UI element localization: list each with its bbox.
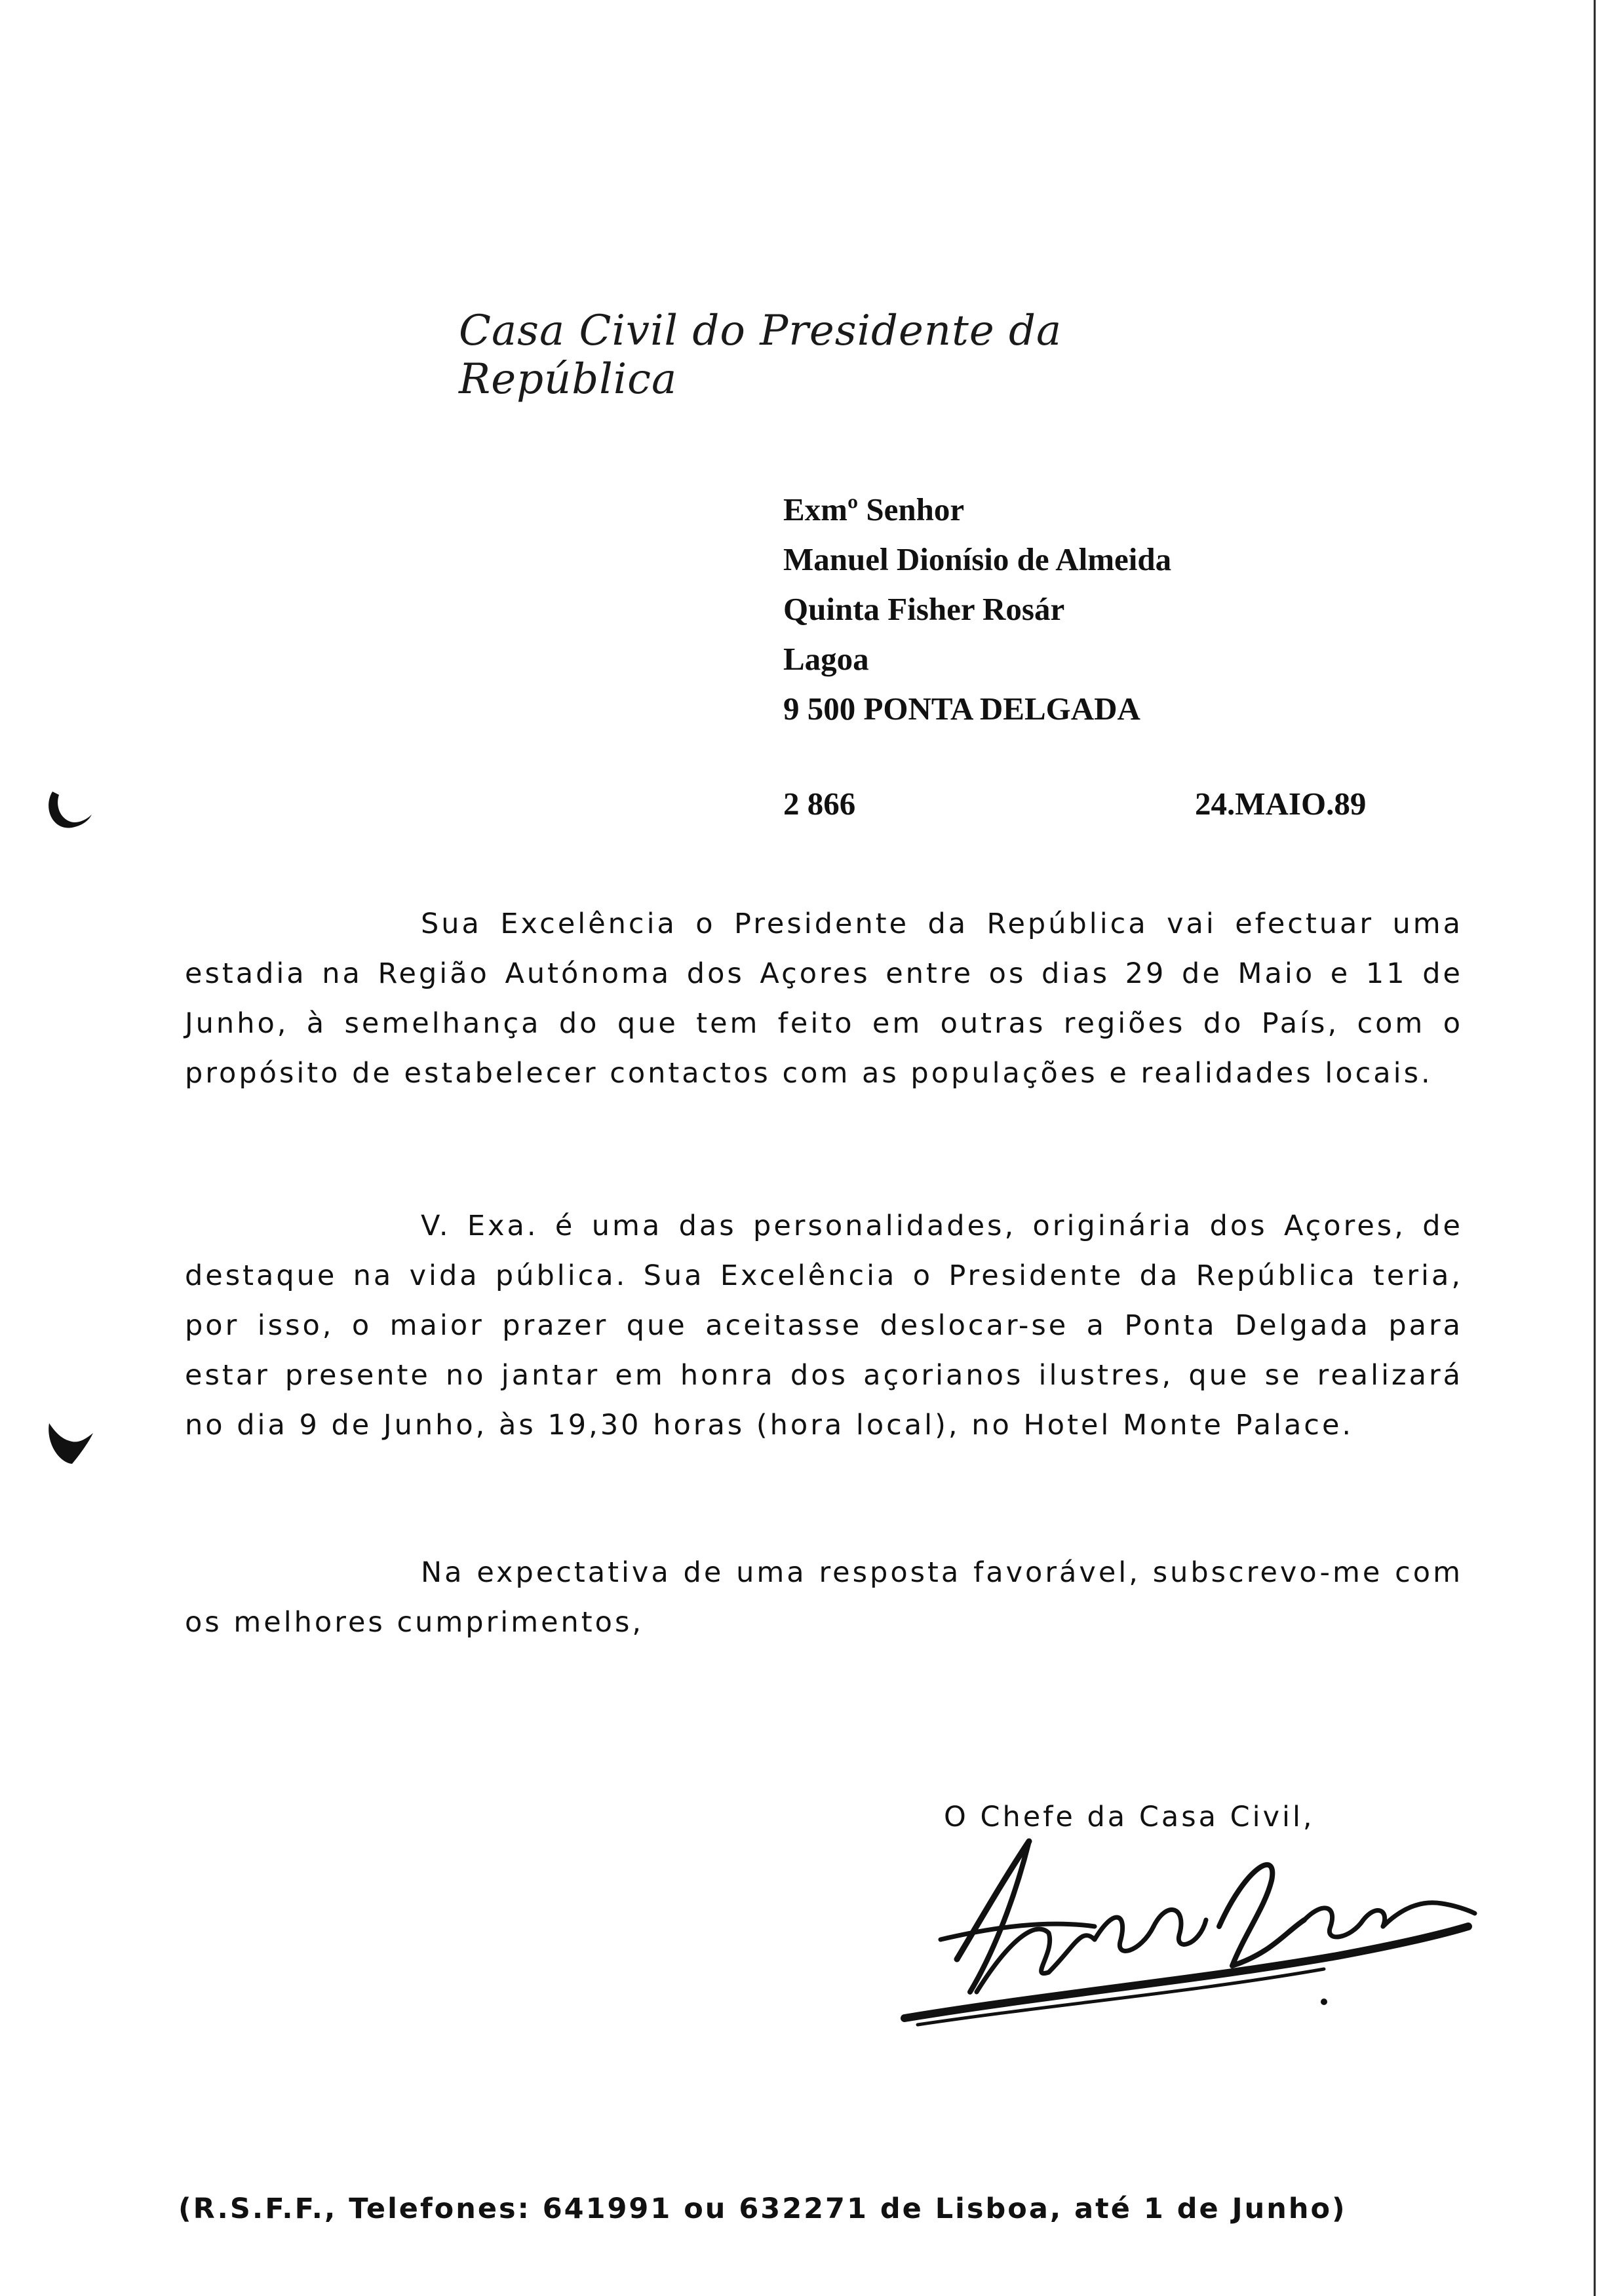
recipient-address-line-2: Lagoa xyxy=(783,641,869,677)
letterhead: Casa Civil do Presidente da República xyxy=(459,307,1062,404)
punch-hole-mark xyxy=(39,1417,98,1469)
recipient-address xyxy=(783,485,1171,734)
recipient-city: 9 500 PONTA DELGADA xyxy=(783,691,1140,727)
signature xyxy=(878,1828,1481,2044)
footer-note: (R.S.F.F., Telefones: 641991 ou 632271 de Lisboa, até 1 de Junho) xyxy=(178,2192,1347,2225)
body-paragraph-1: Sua Excelência o Presidente da República vai efectuar uma estadia na Região Autónoma dos Açores entre os dias 29 de Maio e 11 de Junho, à semelhança do que tem feito em outras regiões do País, com o propósito de estabelecer contactos com as populações e realidades locais. xyxy=(185,908,1463,1090)
closing-line: O Chefe da Casa Civil, xyxy=(944,1801,1315,1833)
letter-date: 24.MAIO.89 xyxy=(1195,786,1367,822)
recipient-salutation: Exmº Senhor xyxy=(783,491,965,527)
punch-hole-mark xyxy=(39,785,98,837)
recipient-name: Manuel Dionísio de Almeida xyxy=(783,541,1172,577)
body-paragraph-2: V. Exa. é uma das personalidades, originária dos Açores, de destaque na vida pública. Sua Excelência o Presidente da República teria, por isso, o maior prazer que aceitasse deslocar-se a Ponta Delgada para estar presente no jantar em honra dos açorianos ilustres, que se realizará no dia 9 de Junho, às 19,30 horas (hora local), no Hotel Monte Palace. xyxy=(185,1210,1463,1442)
body-paragraph-3: Na expectativa de uma resposta favorável, subscrevo-me com os melhores cumprimentos, xyxy=(185,1556,1463,1639)
reference-number: 2 866 xyxy=(783,786,856,822)
page-edge-line xyxy=(1593,0,1597,2296)
recipient-address-line-1: Quinta Fisher Rosár xyxy=(783,591,1065,627)
